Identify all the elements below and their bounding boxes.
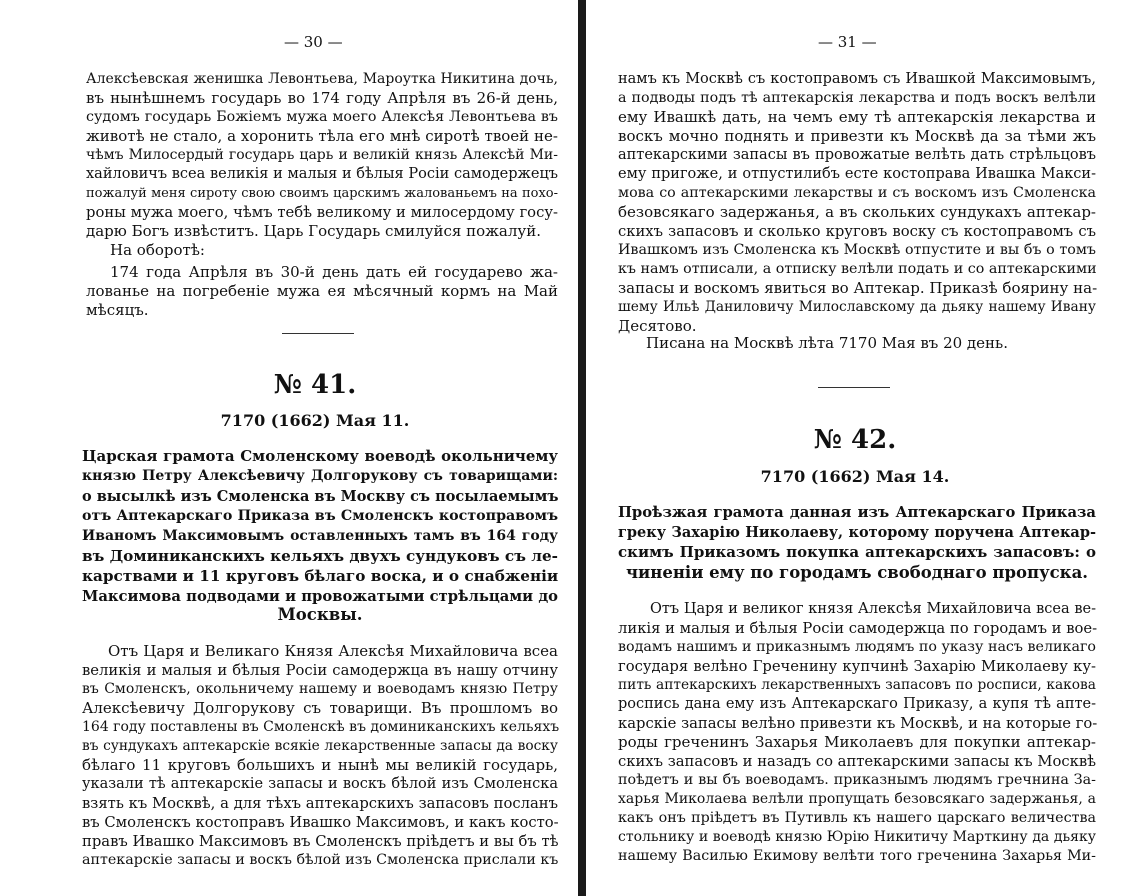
page-number: — 31 —	[818, 33, 877, 51]
heading-line: Максимова подводами и провожатыми стрѣльцами до	[82, 588, 558, 605]
text-line: въ нынѣшнемъ государь во 174 году Апрѣля въ 26-й день,	[86, 89, 558, 107]
text-line: мѣсяцъ.	[86, 301, 149, 319]
text-line: взять къ Москвѣ, а для тѣхъ аптекарскихъ запасовъ посланъ	[82, 795, 558, 812]
text-line: въ Смоленскъ, окольничему нашему и воеводамъ князю Петру	[82, 681, 558, 697]
text-line: стольнику и воеводѣ князю Юрію Никитичу Марткину да дьяку	[618, 829, 1096, 845]
text-line: чѣмъ Милосердый государь царь и великій князь Алексѣй Ми-	[86, 147, 558, 163]
text-line: животѣ не стало, а хоронить тѣла его мнѣ сиротѣ твоей не-	[86, 127, 558, 145]
text-line: роды греченинъ Захарья Миколаевъ для покупки аптекар-	[618, 733, 1096, 751]
text-line: намъ къ Москвѣ съ костоправомъ съ Ивашкой Максимовымъ,	[618, 71, 1096, 87]
text-line: бѣлаго 11 круговъ большихъ и нынѣ мы великій государь,	[82, 756, 558, 774]
text-line: пить аптекарскихъ лекарственныхъ запасовъ по росписи, какова	[618, 677, 1096, 693]
text-line: Десятово.	[618, 317, 697, 335]
document-date: 7170 (1662) Мая 14.	[760, 467, 950, 486]
text-line: судомъ государь Божіемъ мужа моего Алексѣя Левонтьева въ	[86, 109, 558, 125]
text-line: роны мужа моего, чѣмъ тебѣ великому и милосердому госу-	[86, 204, 558, 221]
text-line: хайловичъ всеа великія и малыя и бѣлыя Росіи самодержецъ	[86, 166, 558, 182]
text-line: ему пригоже, и отпустилибъ есте костоправа Ивашка Макси-	[618, 166, 1096, 182]
text-line: поѣдетъ и вы бъ воеводамъ. приказнымъ людямъ гречнина За-	[618, 772, 1096, 788]
text-line: ему Ивашкѣ дать, на чемъ ему тѣ аптекарскія лекарства и	[618, 108, 1096, 126]
text-line: указали тѣ аптекарскіе запасы и воскъ бѣлой изъ Смоленска	[82, 776, 558, 792]
text-line: великія и малыя и бѣлыя Росіи самодержца въ нашу отчину	[82, 662, 558, 679]
text-line: Алексѣевская женишка Левонтьева, Мароутка Никитина дочь,	[86, 71, 558, 87]
heading-line: отъ Аптекарскаго Приказа въ Смоленскъ костоправомъ	[82, 508, 558, 524]
heading-line: Москвы.	[277, 605, 363, 624]
text-line: правъ Ивашко Максимовъ въ Смоленскъ пріѣдетъ и вы бъ тѣ	[82, 833, 559, 850]
text-line: ликія и малыя и бѣлыя Росіи самодержца по городамъ и вое-	[618, 620, 1098, 637]
text-line: Ивашкомъ изъ Смоленска къ Москвѣ отпустите и вы бъ о томъ	[618, 242, 1096, 258]
text-line: запасы и воскомъ явиться во Аптекар. Приказѣ боярину на-	[618, 279, 1098, 297]
heading-line: чиненіи ему по городамъ свободнаго пропуска.	[625, 563, 1089, 582]
text-line: аптекарскими запасы въ провожатые велѣть дать стрѣльцовъ	[618, 147, 1096, 163]
text-line: лованье на погребеніе мужа ея мѣсячный кормъ на Май	[86, 282, 558, 300]
text-line: скихъ запасовъ и сколько круговъ воску съ костоправомъ съ	[618, 223, 1096, 240]
text-line: безовсякаго задержанья, а въ скольких сундукахъ аптекар-	[618, 203, 1096, 221]
heading-line: въ Доминиканскихъ кельяхъ двухъ сундуковъ съ ле-	[82, 547, 558, 565]
heading-line: Иваномъ Максимовымъ оставленныхъ тамъ въ 164 году	[82, 528, 558, 544]
heading-line: карствами и 11 круговъ бѣлаго воска, и о снабженіи	[82, 567, 559, 585]
heading-line: греку Захарію Николаеву, которому поручена Аптекар-	[618, 524, 1096, 541]
right-page	[590, 0, 1140, 896]
heading-line: о высылкѣ изъ Смоленска въ Москву съ посылаемымъ	[82, 488, 559, 505]
text-line: шему Ильѣ Даниловичу Милославскому да дьяку нашему Ивану	[618, 299, 1096, 315]
text-line: въ Смоленскъ костоправъ Ивашко Максимовъ, и какъ косто-	[82, 814, 559, 831]
text-line: воскъ мочно поднять и привезти къ Москвѣ да за тѣми жъ	[618, 127, 1096, 145]
text-line: пожалуй меня сироту свою своимъ царскимъ жалованьемъ на похо-	[86, 186, 558, 201]
section-divider	[818, 387, 890, 388]
book-gutter	[578, 0, 586, 896]
document-number: № 41.	[273, 370, 357, 400]
text-line: къ намъ отписали, а отписку велѣли подать и со аптекарскими	[618, 261, 1097, 277]
text-line: 164 году поставлены въ Смоленскѣ въ доминиканскихъ кельяхъ	[82, 719, 560, 735]
text-line: карскіе запасы велѣно привезти къ Москвѣ, и на которые го-	[618, 715, 1098, 732]
heading-line: Царская грамота Смоленскому воеводѣ окольничему	[82, 447, 558, 465]
heading-line: скимъ Приказомъ покупка аптекарскихъ запасовъ: о	[618, 543, 1096, 561]
heading-line: Проѣзжая грамота данная изъ Аптекарскаго Приказа	[618, 504, 1096, 521]
heading-line: князю Петру Алексѣевичу Долгорукову съ товарищами:	[82, 468, 558, 484]
text-line: водамъ нашимъ и приказнымъ людямъ по указу насъ великаго	[618, 639, 1096, 655]
verso-label: На оборотѣ:	[110, 241, 205, 259]
text-line: нашему Василью Екимову велѣти того греченина Захарья Ми-	[618, 848, 1096, 864]
dated-line: Писана на Москвѣ лѣта 7170 Мая въ 20 день.	[646, 334, 1008, 352]
text-line: 174 года Апрѣля въ 30-й день дать ей государево жа-	[110, 263, 558, 281]
document-date: 7170 (1662) Мая 11.	[220, 411, 410, 430]
page-number: — 30 —	[284, 33, 343, 51]
text-line: аптекарскіе запасы и воскъ бѣлой изъ Смоленска прислали къ	[82, 852, 559, 868]
section-divider	[282, 333, 354, 334]
text-line: какъ онъ пріѣдетъ въ Путивль къ нашего царскаго величества	[618, 810, 1096, 826]
text-line: харья Миколаева велѣли пропущать безовсякаго задержанья, а	[618, 791, 1096, 807]
text-line: Алексѣевичу Долгорукову съ товарищи. Въ прошломъ во	[82, 699, 558, 717]
text-line: государя велѣно Греченину купчинѣ Захарію Миколаеву ку-	[618, 658, 1096, 675]
text-line: а подводы подъ тѣ аптекарскія лекарства и подъ воскъ велѣли	[618, 90, 1096, 106]
text-line: мова со аптекарскими лекарствы и съ воскомъ изъ Смоленска	[618, 185, 1096, 201]
text-line: Отъ Царя и Великаго Князя Алексѣя Михайловича всеа	[108, 642, 558, 660]
text-line: скихъ запасовъ и назадъ со аптекарскими запасы къ Москвѣ	[618, 753, 1097, 770]
document-number: № 42.	[813, 425, 897, 455]
text-line: Отъ Царя и великог князя Алексѣя Михайловича всеа ве-	[650, 601, 1096, 617]
text-line: въ сундукахъ аптекарскіе всякіе лекарственные запасы да воску	[82, 738, 558, 754]
text-line: дарю Богъ извѣститъ. Царь Государь смилуйся пожалуй.	[86, 222, 541, 240]
text-line: роспись дана ему изъ Аптекарскаго Приказу, а купя тѣ апте-	[618, 696, 1096, 712]
